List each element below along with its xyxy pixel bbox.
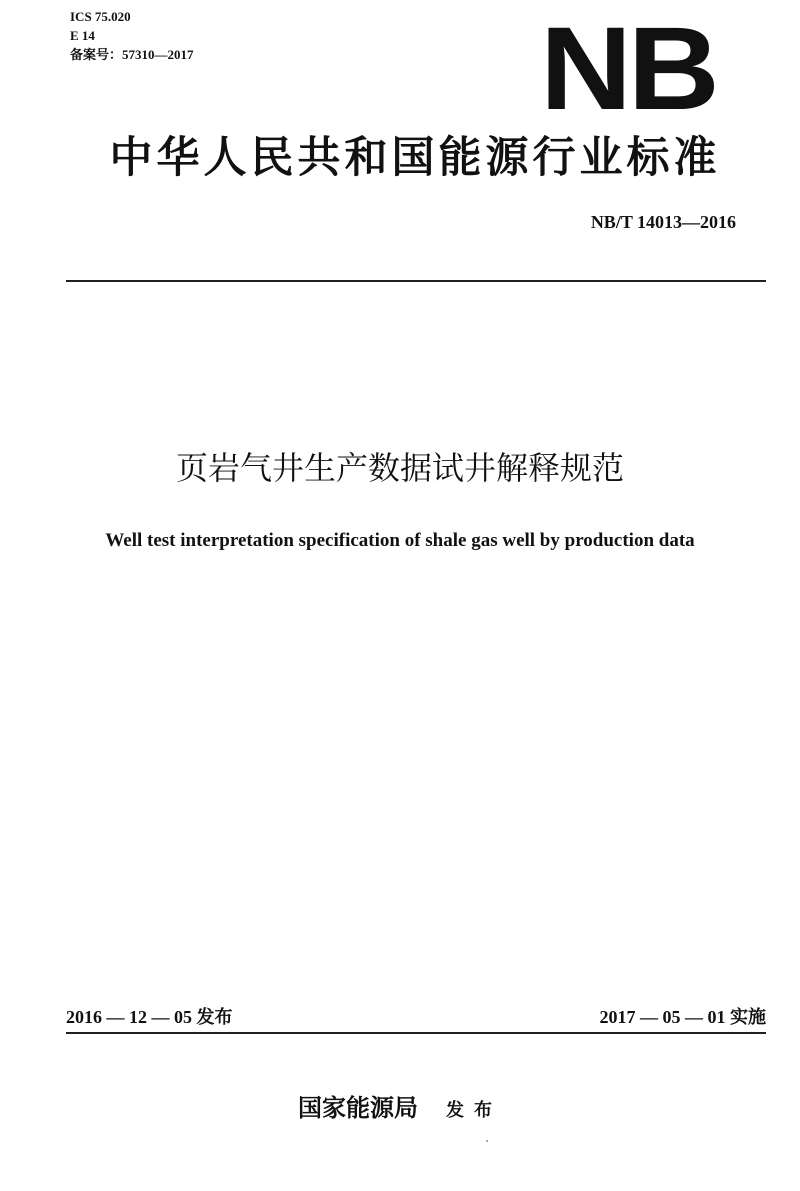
nb-logo: NB <box>540 3 716 135</box>
standard-number: NB/T 14013—2016 <box>590 212 736 232</box>
issuer-verb: 发布 <box>446 1100 502 1120</box>
classification-code: E 14 <box>70 28 95 43</box>
top-divider <box>66 280 766 282</box>
title-english: Well test interpretation specification of shale gas well by production data <box>105 530 695 551</box>
ics-code: ICS 75.020 <box>70 9 131 24</box>
issuing-standard-body: 中华人民共和国能源行业标准 <box>109 133 721 183</box>
issue-date: 2016 — 12 — 05 发布 <box>66 1007 233 1027</box>
implementation-date: 2017 — 05 — 01 实施 <box>599 1007 766 1027</box>
title-chinese: 页岩气井生产数据试井解释规范 <box>175 449 624 487</box>
filing-number: 备案号：57310—2017 <box>70 47 194 62</box>
issuer-name: 国家能源局 <box>298 1096 418 1122</box>
issuer-line <box>0 1088 800 1123</box>
bottom-divider <box>66 1032 766 1034</box>
scan-speck <box>486 1140 488 1142</box>
